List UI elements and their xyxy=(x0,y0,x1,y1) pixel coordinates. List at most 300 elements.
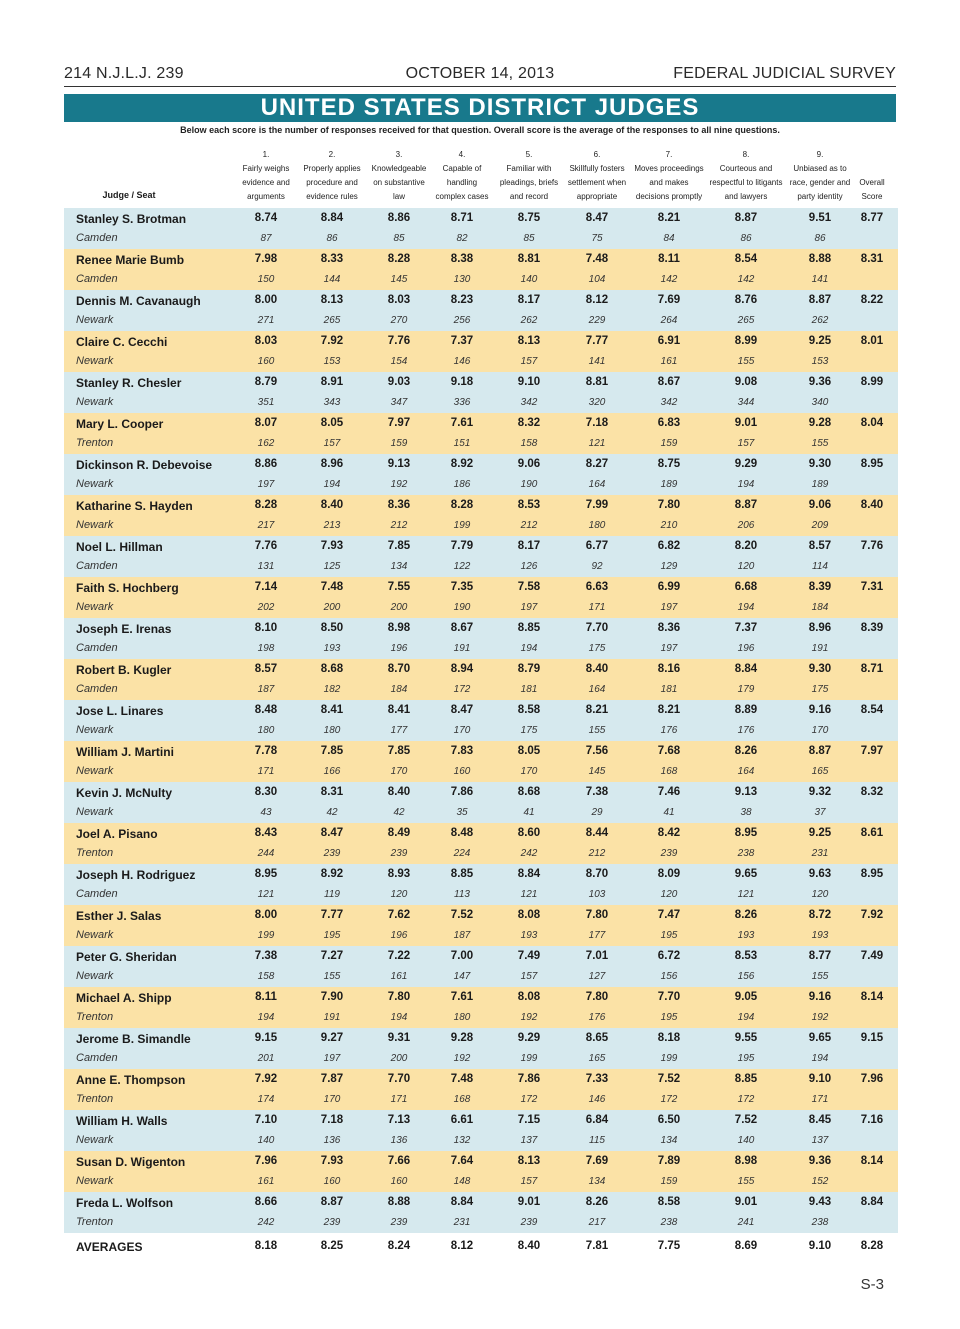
table-row xyxy=(64,823,898,864)
score-cell: 9.65 xyxy=(734,868,758,880)
response-count-cell: 125 xyxy=(323,561,341,572)
response-count-cell: 161 xyxy=(257,1176,275,1187)
score-cell: 7.89 xyxy=(657,1155,681,1167)
judge-name: Esther J. Salas xyxy=(76,909,162,923)
response-count-cell: 136 xyxy=(323,1135,341,1146)
response-count-cell: 238 xyxy=(811,1217,829,1228)
score-cell: 8.28 xyxy=(254,499,278,511)
score-cell: 8.76 xyxy=(734,294,758,306)
score-cell: 8.17 xyxy=(517,540,541,552)
column-label-line: Unbiased as to xyxy=(793,164,847,173)
response-count-cell: 119 xyxy=(324,889,340,900)
judge-name: William H. Walls xyxy=(76,1114,168,1128)
score-cell: 8.84 xyxy=(734,663,758,675)
average-score-cell: 7.75 xyxy=(657,1240,681,1252)
response-count-cell: 231 xyxy=(453,1217,471,1228)
score-cell: 9.18 xyxy=(450,376,474,388)
response-count-cell: 197 xyxy=(257,479,275,490)
score-cell: 8.26 xyxy=(734,909,758,921)
overall-score-cell: 7.96 xyxy=(860,1073,884,1085)
response-count-cell: 239 xyxy=(390,1217,408,1228)
score-cell: 9.31 xyxy=(387,1032,411,1044)
response-count-cell: 194 xyxy=(737,479,755,490)
score-cell: 8.40 xyxy=(387,786,411,798)
response-count-cell: 229 xyxy=(588,315,606,326)
score-cell: 7.85 xyxy=(320,745,344,757)
score-cell: 7.80 xyxy=(585,991,609,1003)
column-label-line: and record xyxy=(509,192,549,201)
score-cell: 8.05 xyxy=(320,417,344,429)
score-cell: 8.79 xyxy=(517,663,541,675)
score-cell: 8.43 xyxy=(254,827,278,839)
score-cell: 8.87 xyxy=(320,1196,344,1208)
score-cell: 8.00 xyxy=(254,294,278,306)
judge-name: Claire C. Cecchi xyxy=(76,335,168,349)
table-row xyxy=(64,208,898,249)
score-cell: 7.76 xyxy=(254,540,278,552)
response-count-cell: 190 xyxy=(520,479,538,490)
response-count-cell: 239 xyxy=(323,1217,341,1228)
response-count-cell: 114 xyxy=(812,561,828,572)
response-count-cell: 134 xyxy=(660,1135,678,1146)
score-cell: 8.95 xyxy=(734,827,758,839)
response-count-cell: 85 xyxy=(523,233,535,244)
response-count-cell: 191 xyxy=(453,643,471,654)
score-cell: 8.65 xyxy=(585,1032,609,1044)
score-cell: 8.89 xyxy=(734,704,758,716)
score-cell: 7.93 xyxy=(320,1155,344,1167)
judge-name: Stanley S. Brotman xyxy=(76,212,187,226)
score-cell: 7.37 xyxy=(450,335,474,347)
response-count-cell: 194 xyxy=(323,479,341,490)
score-cell: 8.47 xyxy=(450,704,474,716)
score-cell: 8.31 xyxy=(320,786,344,798)
score-cell: 8.28 xyxy=(387,253,411,265)
response-count-cell: 153 xyxy=(811,356,829,367)
score-cell: 7.85 xyxy=(387,540,411,552)
response-count-cell: 256 xyxy=(453,315,471,326)
average-score-cell: 8.25 xyxy=(320,1240,344,1252)
score-cell: 7.80 xyxy=(585,909,609,921)
response-count-cell: 340 xyxy=(811,397,829,408)
response-count-cell: 130 xyxy=(453,274,471,285)
overall-score-cell: 8.14 xyxy=(860,991,884,1003)
column-label-line: Skillfully fosters xyxy=(569,164,625,173)
response-count-cell: 343 xyxy=(323,397,341,408)
response-count-cell: 184 xyxy=(390,684,408,695)
response-count-cell: 155 xyxy=(811,971,829,982)
score-cell: 7.78 xyxy=(254,745,278,757)
score-cell: 8.67 xyxy=(657,376,681,388)
judge-name: Noel L. Hillman xyxy=(76,540,163,554)
judge-seat: Camden xyxy=(76,273,118,285)
column-label-line: party identity xyxy=(797,192,843,201)
score-cell: 8.70 xyxy=(585,868,609,880)
score-cell: 9.36 xyxy=(808,1155,832,1167)
score-cell: 9.13 xyxy=(387,458,411,470)
table-row xyxy=(64,577,898,618)
score-cell: 9.36 xyxy=(808,376,832,388)
page-number: S-3 xyxy=(860,1276,884,1293)
score-cell: 8.40 xyxy=(320,499,344,511)
score-cell: 8.27 xyxy=(585,458,609,470)
score-cell: 8.13 xyxy=(517,1155,541,1167)
judge-name: Jerome B. Simandle xyxy=(76,1032,191,1046)
response-count-cell: 182 xyxy=(323,684,341,695)
response-count-cell: 104 xyxy=(588,274,606,285)
response-count-cell: 187 xyxy=(453,930,471,941)
column-label-line: appropriate xyxy=(576,192,618,201)
score-cell: 9.29 xyxy=(734,458,758,470)
score-cell: 8.84 xyxy=(517,868,541,880)
score-cell: 7.66 xyxy=(387,1155,411,1167)
average-score-cell: 8.18 xyxy=(254,1240,278,1252)
response-count-cell: 194 xyxy=(390,1012,408,1023)
score-cell: 7.35 xyxy=(450,581,474,593)
judge-seat: Camden xyxy=(76,683,118,695)
response-count-cell: 195 xyxy=(323,930,341,941)
judge-seat: Newark xyxy=(76,314,114,326)
score-cell: 7.76 xyxy=(387,335,411,347)
overall-score-cell: 7.16 xyxy=(860,1114,884,1126)
response-count-cell: 121 xyxy=(737,889,755,900)
overall-score-cell: 7.31 xyxy=(860,581,884,593)
response-count-cell: 144 xyxy=(323,274,341,285)
response-count-cell: 351 xyxy=(257,397,275,408)
score-cell: 8.09 xyxy=(657,868,681,880)
averages-label: AVERAGES xyxy=(76,1240,143,1254)
response-count-cell: 213 xyxy=(323,520,341,531)
score-cell: 8.87 xyxy=(734,212,758,224)
score-cell: 7.70 xyxy=(657,991,681,1003)
table-row xyxy=(64,618,898,659)
score-cell: 9.10 xyxy=(517,376,541,388)
response-count-cell: 342 xyxy=(660,397,678,408)
score-cell: 6.72 xyxy=(657,950,681,962)
score-cell: 7.15 xyxy=(517,1114,541,1126)
score-cell: 8.57 xyxy=(808,540,832,552)
score-cell: 7.80 xyxy=(387,991,411,1003)
response-count-cell: 155 xyxy=(588,725,606,736)
response-count-cell: 270 xyxy=(390,315,408,326)
response-count-cell: 85 xyxy=(393,233,405,244)
judge-seat: Camden xyxy=(76,560,118,572)
score-cell: 8.88 xyxy=(808,253,832,265)
score-cell: 8.18 xyxy=(657,1032,681,1044)
column-label-line: decisions promptly xyxy=(635,192,703,201)
score-cell: 9.27 xyxy=(320,1032,344,1044)
response-count-cell: 87 xyxy=(260,233,272,244)
score-cell: 7.98 xyxy=(254,253,278,265)
score-cell: 8.50 xyxy=(320,622,344,634)
response-count-cell: 164 xyxy=(588,684,606,695)
score-cell: 7.38 xyxy=(585,786,609,798)
score-cell: 7.48 xyxy=(450,1073,474,1085)
score-cell: 7.97 xyxy=(387,417,411,429)
response-count-cell: 242 xyxy=(520,848,538,859)
score-cell: 9.51 xyxy=(808,212,832,224)
score-cell: 7.14 xyxy=(254,581,278,593)
score-cell: 8.84 xyxy=(320,212,344,224)
score-cell: 8.45 xyxy=(808,1114,832,1126)
score-cell: 7.70 xyxy=(387,1073,411,1085)
score-cell: 7.56 xyxy=(585,745,609,757)
score-cell: 8.13 xyxy=(517,335,541,347)
response-count-cell: 231 xyxy=(811,848,829,859)
response-count-cell: 82 xyxy=(456,233,468,244)
overall-score-cell: 8.22 xyxy=(860,294,884,306)
response-count-cell: 103 xyxy=(588,889,606,900)
score-cell: 7.92 xyxy=(254,1073,278,1085)
response-count-cell: 184 xyxy=(811,602,829,613)
overall-score-cell: 8.84 xyxy=(860,1196,884,1208)
response-count-cell: 212 xyxy=(588,848,606,859)
column-number: 1. xyxy=(262,150,270,159)
score-cell: 9.55 xyxy=(734,1032,758,1044)
score-cell: 8.81 xyxy=(517,253,541,265)
response-count-cell: 159 xyxy=(390,438,408,449)
column-number: 6. xyxy=(593,150,601,159)
overall-score-cell: 7.92 xyxy=(860,909,884,921)
response-count-cell: 175 xyxy=(520,725,538,736)
response-count-cell: 199 xyxy=(520,1053,538,1064)
judge-seat: Newark xyxy=(76,806,114,818)
column-header-6 xyxy=(557,148,637,204)
score-cell: 7.00 xyxy=(450,950,474,962)
judge-column-header: Judge / Seat xyxy=(102,190,156,200)
table-row xyxy=(64,905,898,946)
score-cell: 8.48 xyxy=(450,827,474,839)
response-count-cell: 189 xyxy=(660,479,678,490)
response-count-cell: 194 xyxy=(737,1012,755,1023)
response-count-cell: 120 xyxy=(660,889,678,900)
column-label-line: evidence rules xyxy=(306,192,358,201)
response-count-cell: 43 xyxy=(260,807,272,818)
response-count-cell: 41 xyxy=(663,807,675,818)
score-cell: 9.01 xyxy=(517,1196,541,1208)
score-cell: 8.81 xyxy=(585,376,609,388)
score-cell: 7.77 xyxy=(320,909,344,921)
response-count-cell: 265 xyxy=(737,315,755,326)
score-cell: 9.15 xyxy=(254,1032,278,1044)
score-cell: 7.55 xyxy=(387,581,411,593)
response-count-cell: 241 xyxy=(737,1217,755,1228)
score-cell: 7.79 xyxy=(450,540,474,552)
response-count-cell: 162 xyxy=(257,438,275,449)
table-title-banner: UNITED STATES DISTRICT JUDGES xyxy=(64,94,896,122)
score-cell: 9.13 xyxy=(734,786,758,798)
judge-name: Joel A. Pisano xyxy=(76,827,158,841)
judge-name: Freda L. Wolfson xyxy=(76,1196,174,1210)
response-count-cell: 180 xyxy=(588,520,606,531)
score-cell: 7.48 xyxy=(585,253,609,265)
score-cell: 7.90 xyxy=(320,991,344,1003)
table-row xyxy=(64,1192,898,1233)
response-count-cell: 120 xyxy=(737,561,755,572)
response-count-cell: 238 xyxy=(737,848,755,859)
score-cell: 6.61 xyxy=(450,1114,474,1126)
response-count-cell: 154 xyxy=(390,356,408,367)
response-count-cell: 131 xyxy=(257,561,275,572)
response-count-cell: 179 xyxy=(737,684,755,695)
score-cell: 7.52 xyxy=(734,1114,758,1126)
overall-score-cell: 8.54 xyxy=(860,704,884,716)
table-row xyxy=(64,290,898,331)
table-row xyxy=(64,249,898,290)
judge-seat: Newark xyxy=(76,1134,114,1146)
score-cell: 8.74 xyxy=(254,212,278,224)
score-cell: 7.48 xyxy=(320,581,344,593)
response-count-cell: 262 xyxy=(520,315,538,326)
response-count-cell: 86 xyxy=(326,233,338,244)
response-count-cell: 206 xyxy=(737,520,755,531)
response-count-cell: 158 xyxy=(520,438,538,449)
column-number: 7. xyxy=(665,150,673,159)
score-cell: 8.87 xyxy=(808,745,832,757)
judge-seat: Trenton xyxy=(76,1011,114,1023)
response-count-cell: 127 xyxy=(588,971,606,982)
response-count-cell: 166 xyxy=(323,766,341,777)
column-label-line: Knowledgeable xyxy=(371,164,427,173)
score-cell: 9.28 xyxy=(450,1032,474,1044)
overall-score-cell: 7.97 xyxy=(860,745,884,757)
response-count-cell: 192 xyxy=(811,1012,829,1023)
score-cell: 8.16 xyxy=(657,663,681,675)
score-cell: 8.10 xyxy=(254,622,278,634)
score-cell: 8.44 xyxy=(585,827,609,839)
response-count-cell: 145 xyxy=(390,274,408,285)
judge-seat: Trenton xyxy=(76,437,114,449)
score-cell: 7.99 xyxy=(585,499,609,511)
score-cell: 8.28 xyxy=(450,499,474,511)
response-count-cell: 160 xyxy=(323,1176,341,1187)
judge-seat: Camden xyxy=(76,642,118,654)
score-cell: 6.82 xyxy=(657,540,681,552)
column-label-line: Fairly weighs xyxy=(242,164,290,173)
response-count-cell: 120 xyxy=(390,889,408,900)
column-number: 9. xyxy=(816,150,824,159)
score-cell: 8.66 xyxy=(254,1196,278,1208)
response-count-cell: 212 xyxy=(520,520,538,531)
overall-score-cell: 8.95 xyxy=(860,458,884,470)
response-count-cell: 151 xyxy=(453,438,471,449)
table-row xyxy=(64,782,898,823)
judge-name: Dennis M. Cavanaugh xyxy=(76,294,201,308)
column-label-line: pleadings, briefs xyxy=(499,178,559,187)
judge-name: Jose L. Linares xyxy=(76,704,164,718)
score-cell: 8.05 xyxy=(517,745,541,757)
score-cell: 8.08 xyxy=(517,909,541,921)
response-count-cell: 155 xyxy=(811,438,829,449)
score-cell: 8.86 xyxy=(387,212,411,224)
response-count-cell: 170 xyxy=(390,766,408,777)
response-count-cell: 194 xyxy=(811,1053,829,1064)
response-count-cell: 176 xyxy=(660,725,678,736)
judge-name: Susan D. Wigenton xyxy=(76,1155,186,1169)
score-cell: 7.86 xyxy=(517,1073,541,1085)
score-cell: 8.95 xyxy=(254,868,278,880)
judge-seat: Newark xyxy=(76,396,114,408)
response-count-cell: 84 xyxy=(663,233,675,244)
column-number: 2. xyxy=(328,150,336,159)
averages-row xyxy=(64,1236,898,1260)
response-count-cell: 187 xyxy=(257,684,275,695)
score-cell: 9.06 xyxy=(517,458,541,470)
response-count-cell: 194 xyxy=(520,643,538,654)
score-cell: 8.79 xyxy=(254,376,278,388)
response-count-cell: 191 xyxy=(811,643,829,654)
response-count-cell: 174 xyxy=(257,1094,275,1105)
score-cell: 9.16 xyxy=(808,991,832,1003)
overall-label-line: Overall xyxy=(859,178,885,187)
response-count-cell: 197 xyxy=(323,1053,341,1064)
score-cell: 7.46 xyxy=(657,786,681,798)
column-number: 8. xyxy=(742,150,750,159)
overall-score-cell: 8.99 xyxy=(860,376,884,388)
judge-seat: Trenton xyxy=(76,847,114,859)
judge-name: William J. Martini xyxy=(76,745,174,759)
overall-score-cell: 8.01 xyxy=(860,335,884,347)
response-count-cell: 347 xyxy=(390,397,408,408)
response-count-cell: 120 xyxy=(811,889,829,900)
column-header-7 xyxy=(629,148,709,204)
score-cell: 9.08 xyxy=(734,376,758,388)
judge-name: Kevin J. McNulty xyxy=(76,786,173,800)
score-cell: 8.20 xyxy=(734,540,758,552)
column-label-line: handling xyxy=(446,178,478,187)
response-count-cell: 239 xyxy=(520,1217,538,1228)
column-label-line: Courteous and xyxy=(719,164,773,173)
score-cell: 6.84 xyxy=(585,1114,609,1126)
score-cell: 8.72 xyxy=(808,909,832,921)
score-cell: 8.86 xyxy=(254,458,278,470)
judge-name: Mary L. Cooper xyxy=(76,417,164,431)
score-cell: 8.99 xyxy=(734,335,758,347)
score-cell: 8.17 xyxy=(517,294,541,306)
response-count-cell: 159 xyxy=(660,438,678,449)
response-count-cell: 175 xyxy=(811,684,829,695)
response-count-cell: 164 xyxy=(737,766,755,777)
score-cell: 8.94 xyxy=(450,663,474,675)
column-label-line: Moves proceedings xyxy=(634,164,704,173)
response-count-cell: 192 xyxy=(453,1053,471,1064)
response-count-cell: 145 xyxy=(588,766,606,777)
response-count-cell: 196 xyxy=(390,930,408,941)
column-label-line: race, gender and xyxy=(789,178,851,187)
score-cell: 7.69 xyxy=(585,1155,609,1167)
score-cell: 8.03 xyxy=(254,335,278,347)
score-cell: 7.70 xyxy=(585,622,609,634)
table-row xyxy=(64,700,898,741)
judge-name: Anne E. Thompson xyxy=(76,1073,186,1087)
table-row xyxy=(64,413,898,454)
score-cell: 9.30 xyxy=(808,458,832,470)
score-cell: 8.88 xyxy=(387,1196,411,1208)
response-count-cell: 170 xyxy=(323,1094,341,1105)
score-cell: 9.16 xyxy=(808,704,832,716)
response-count-cell: 160 xyxy=(257,356,275,367)
judge-name: Michael A. Shipp xyxy=(76,991,172,1005)
response-count-cell: 35 xyxy=(456,807,468,818)
response-count-cell: 113 xyxy=(454,889,470,900)
response-count-cell: 121 xyxy=(520,889,538,900)
score-cell: 8.21 xyxy=(657,704,681,716)
score-cell: 7.37 xyxy=(734,622,758,634)
average-score-cell: 9.10 xyxy=(808,1240,832,1252)
average-score-cell: 8.40 xyxy=(517,1240,541,1252)
response-count-cell: 42 xyxy=(326,807,338,818)
response-count-cell: 172 xyxy=(660,1094,678,1105)
